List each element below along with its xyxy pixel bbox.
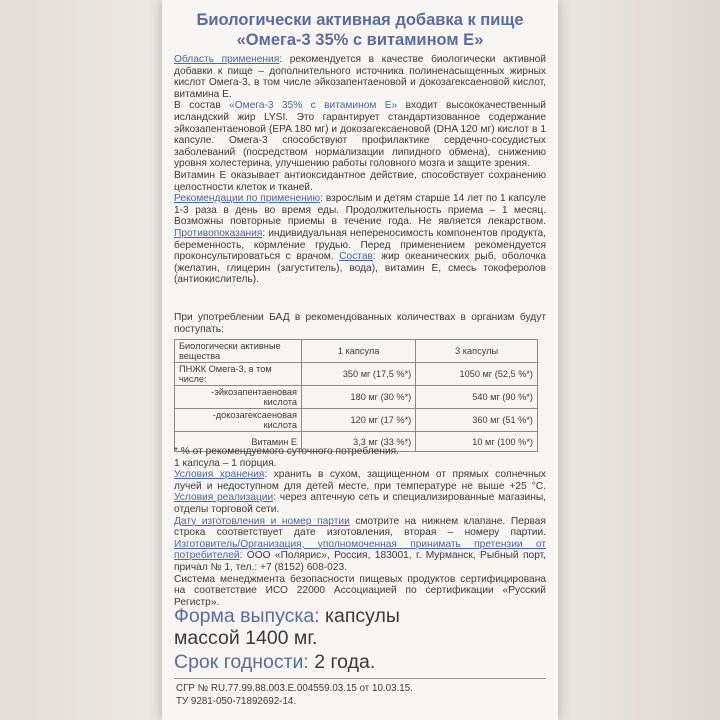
release-form [174,605,554,627]
table-cell: -докозагексаеновая кислота [175,409,302,432]
registration-number: СГР № RU.77.99.88.003.Е.004559.03.15 от 10.03.15. [176,683,413,694]
release-form-mass: массой 1400 мг. [174,627,318,649]
footnote: * % от рекомендуемого суточного потребления. [174,446,399,457]
table-cell: Витамин Е [175,432,302,452]
table-cell: 120 мг (17 %*) [302,409,416,432]
shelf-life [174,651,554,673]
date-text: смотрите на нижнем клапане. Первая строка соответствует дате изготовления, вторая – номеру партии. [174,515,546,539]
table-row [175,363,538,386]
composition-prefix: В состав [174,100,230,112]
sale-text: : через аптечную сеть и специализированные магазины, отделы торговой сети. [174,492,547,515]
package-panel [162,0,558,720]
ingredients-text: : жир океанических рыб, оболочка (желатин, глицерин (загуститель), вода), витамин Е, смесь токоферолов (антиокислитель). [174,251,546,286]
table-cell: 1050 мг (52,5 %*) [416,363,538,386]
shelf-life-label: Срок годности: [174,651,309,673]
product-title: Биологически активная добавка к пище «Омега-3 35% с витамином Е» [196,11,524,49]
storage-text: : хранить в сухом, защищенном от прямых солнечных лучей и недоступном для детей месте, при температуре не выше +25 °С. [174,469,547,492]
contra-text: : индивидуальная непереносимость компонентов продукта, беременность, кормление грудью. Перед применением рекомендуется проконсультироваться с врачом. [174,227,546,263]
composition-product: «Омега-3 35% с витамином Е» [229,100,398,112]
table-header-row [175,340,538,363]
table-cell: 10 мг (100 %*) [416,432,538,452]
vitamin-text: Витамин Е оказывает антиоксидантное действие, способствует сохранению целостности клеток и тканей. [174,169,546,193]
table-row [175,386,538,409]
storage-block [174,446,546,608]
table-cell: ПНЖК Омега-3, в том числе: [175,363,302,386]
sale-label: Условия реализации [174,492,274,504]
description-block [174,54,546,286]
maker-text: : ООО «Полярис», Россия, 183001, г. Мурманск, Рыбный порт, причал № 1, тел.: +7 (8152) 608-023. [174,550,546,573]
table-header: 1 капсула [302,340,416,363]
usage-label: Рекомендации по применению [174,193,321,205]
registration-box [174,678,546,720]
table-cell: -эйкозапентаеновая кислота [175,386,302,409]
table-cell: 360 мг (51 %*) [416,409,538,432]
table-cell: 3,3 мг (33 %*) [302,432,416,452]
table-cell: 350 мг (17,5 %*) [302,363,416,386]
maker-label: Изготовитель/Организация, уполномоченная принимать претензии от потребителей [174,538,546,562]
date-label: Дату изготовления и номер партии [174,515,350,527]
intake-intro: При употреблении БАД в рекомендованных количествах в организм будут поступать: [174,312,546,335]
storage-label: Условия хранения [174,469,265,481]
table-row [175,409,538,432]
scope-text: : рекомендуется в качестве биологически активной добавки к пище – дополнительного источника полиненасыщенных жирных кислот Омега-3, в том числе эйкозапентаеновой и докозагексаеновой кислот, витамина Е. [174,54,546,100]
table-header: 3 капсулы [416,340,538,363]
table-header: Биологически активные вещества [175,340,302,363]
technical-spec: ТУ 9281-050-71892692-14. [176,696,297,707]
usage-text: : взрослым и детям старше 14 лет по 1 капсуле 1-3 раза в день во время еды. Продолжительность приема – 1 месяц. Возможны повторные приемы в течение года. Не является лекарством. [174,193,546,228]
table-cell: 540 мг (90 %*) [416,386,538,409]
release-form-label: Форма выпуска: [174,605,320,627]
shelf-life-value: 2 года. [308,651,376,673]
nutrient-table [174,339,538,452]
portion-note: 1 капсула – 1 порция. [174,457,277,469]
table-cell: 180 мг (30 %*) [302,386,416,409]
contra-label: Противопоказания [174,227,263,239]
ingredients-label: Состав [339,251,373,263]
release-form-value: капсулы [319,605,400,627]
scope-label: Область применения [174,54,280,65]
composition-text: входит высококачественный исландский жир LYSI. Это гарантирует стандартизованное содержание эйкозапентаеновой (EPA 180 мг) и докозагексаеновой (DHA 120 мг) кислот в 1 капсуле. Омега-3 способствуют профилактике сердечно-сосудистых заболеваний (посредством нормализации липидного обмена), снижению уровня холестерина, улучшению работы головного мозга и защите зрения. [174,100,546,170]
quality-text: Система менеджмента безопасности пищевых продуктов сертифицирована на соответствие ИСО 22000 Ассоциацией по сертификации «Русский Регистр». [174,573,546,608]
